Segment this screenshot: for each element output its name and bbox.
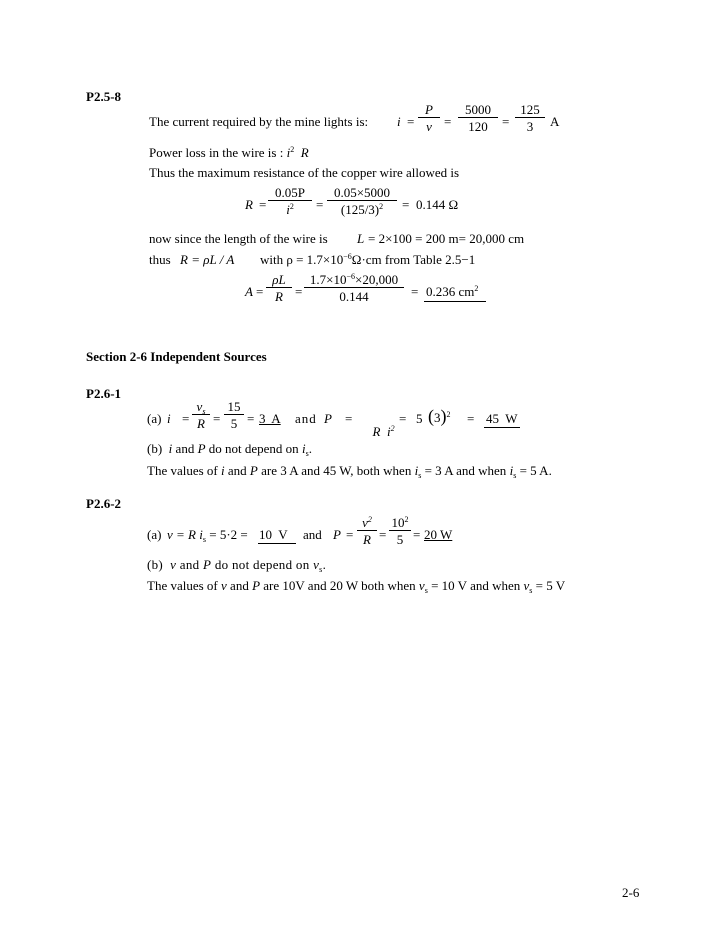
p262-c-text5: = 5 V [532, 578, 566, 593]
p261-a-three: 3 [434, 410, 441, 425]
p258-line2-exp: 2 [290, 145, 295, 154]
p261-a-five: 5 [416, 411, 423, 426]
p261-b-is: i [301, 441, 306, 456]
numerator-exp: 2 [404, 515, 409, 524]
p258-line6-with [260, 253, 475, 266]
p262-c-line [147, 578, 566, 595]
p258-line5-text: now since the length of the wire is [149, 231, 328, 246]
p258-line1-unit: A [550, 114, 560, 129]
denominator: 5 [230, 416, 238, 431]
p262-a-P: P [333, 527, 341, 542]
equals-sign: = [259, 197, 267, 212]
p261-b-and: and [172, 441, 198, 456]
denominator-i: i [286, 202, 290, 217]
p258-fraction-125-over-3 [515, 103, 545, 133]
p258-line1-i: i [397, 114, 401, 129]
numerator-v: v [362, 515, 368, 530]
p261-c-line [147, 463, 552, 480]
problem-heading-p2-5-8: P2.5-8 [86, 89, 122, 104]
p261-c-P: P [249, 463, 258, 478]
p258-line6-exp: −6 [343, 252, 352, 261]
p261-b-i: i [168, 441, 173, 456]
problem-heading-p2-6-1: P2.6-1 [86, 386, 122, 401]
p258-line5-rhs: = 2×100 = 200 m= 20,000 cm [368, 231, 525, 246]
equals-sign: = [295, 284, 303, 299]
p262-b-vs: v [313, 557, 320, 572]
p262-b-text: do not depend on [211, 557, 314, 572]
denominator [268, 201, 312, 216]
p262-b-and: and [176, 557, 204, 572]
p262-c-text1: The values of [147, 578, 222, 593]
denominator-exp: 2 [379, 202, 384, 211]
p261-a-paren-group [428, 407, 451, 425]
p261-a-i: i [167, 411, 171, 426]
denominator: R [197, 416, 205, 431]
numerator: 0.05P [268, 186, 312, 201]
denominator: 0.144 [339, 289, 369, 304]
p261-c-text3: are 3 A and 45 W, both when [257, 463, 415, 478]
p262-c-text4: = 10 V and when [427, 578, 524, 593]
equals-sign: = [345, 411, 353, 426]
equals-sign: = [316, 197, 324, 212]
p258-line6-with-text: with ρ = 1.7×10 [260, 252, 344, 267]
p258-line6-thus: thus [149, 252, 171, 267]
equals-sign: = [467, 411, 475, 426]
denominator: 3 [526, 119, 534, 134]
numerator-a: 1.7×10 [309, 272, 347, 287]
p258-fraction-0-05x5000-over-125-3-squared [327, 186, 397, 216]
equals-sign: = [444, 114, 452, 129]
numerator [389, 516, 411, 531]
p258-line1-text: The current required by the mine lights is: [149, 114, 369, 129]
p261-c-text4: = 3 A and when [421, 463, 510, 478]
p258-line6-equation: R = ρL / A [180, 252, 235, 267]
p261-a-Ri [366, 412, 395, 438]
equals-sign: = [411, 284, 419, 299]
equals-sign: = [379, 527, 387, 542]
denominator: 5 [396, 532, 404, 547]
equals-sign: = [413, 527, 421, 542]
p262-fraction-v2-over-R [357, 516, 377, 546]
p258-line2-i: i [286, 145, 291, 160]
numerator [192, 400, 210, 415]
p261-b-is-sub: s [305, 449, 309, 458]
numerator: P [418, 103, 440, 118]
equals-sign: = [213, 411, 221, 426]
p258-fraction-5000-over-120 [458, 103, 498, 133]
p261-a-Ri-exp: 2 [390, 424, 395, 433]
numerator: ρL [266, 273, 292, 288]
equals-sign: = [402, 197, 410, 212]
section-heading: Section 2-6 Independent Sources [86, 349, 267, 364]
p262-b-v: v [170, 557, 177, 572]
p261-fraction-15-over-5 [224, 400, 244, 430]
right-paren: ) [440, 406, 447, 426]
p262-c-v: v [221, 578, 227, 593]
p258-line5-L: L [357, 231, 365, 246]
p258-line7-result-exp: 2 [474, 284, 479, 293]
p261-c-text2: and [224, 463, 250, 478]
equals-sign: = [502, 114, 510, 129]
equals-sign: = [407, 114, 415, 129]
p262-b-label: (b) [147, 557, 164, 572]
p258-line7-A: A [245, 284, 253, 299]
p262-a-rhs: = R i [176, 527, 203, 542]
equals-sign: = [346, 527, 354, 542]
numerator: 125 [515, 103, 545, 118]
result-underline [484, 427, 520, 428]
p262-b-line: (b) v and P do not depend on $v_s$. [147, 557, 327, 574]
denominator-base: (125/3) [340, 202, 380, 217]
p262-a-v: v [167, 527, 173, 542]
left-paren: ( [428, 406, 434, 426]
result-underline [258, 543, 296, 544]
equals-sign: = [256, 284, 264, 299]
p262-a-result-voltage: 10 V [259, 527, 288, 542]
equals-sign: = [182, 411, 190, 426]
p262-c-vs2-sub: s [529, 586, 533, 595]
p258-line7-result-text: 0.236 cm [426, 284, 475, 299]
p261-b-text: do not depend on [205, 441, 302, 456]
numerator: 15 [224, 400, 244, 415]
denominator: R [363, 532, 371, 547]
p261-a-result-power: 45 W [486, 411, 518, 426]
p261-a-and: and [295, 411, 317, 426]
p262-a-expr [167, 527, 248, 544]
denominator [327, 201, 397, 216]
p261-c-is1: i [414, 463, 419, 478]
p258-line6-rest: Ω·cm from Table 2.5−1 [351, 252, 476, 267]
p262-b-vs-sub: s [319, 565, 323, 574]
p262-fraction-10-squared-over-5 [389, 516, 411, 546]
p258-line2 [149, 146, 309, 159]
denominator-exp: 2 [289, 202, 294, 211]
numerator [304, 273, 404, 288]
numerator: 5000 [458, 103, 498, 118]
page-number: 2-6 [622, 885, 640, 900]
numerator [357, 516, 377, 531]
numerator-b: ×20,000 [355, 272, 399, 287]
p258-line7-result [426, 285, 478, 298]
p258-fraction-rhoL-over-R [266, 273, 292, 303]
p262-c-vs1: v [418, 578, 425, 593]
numerator-exp: −6 [346, 272, 355, 281]
numerator-base: 10 [391, 515, 405, 530]
p262-c-vs1-sub: s [424, 586, 428, 595]
p261-c-i: i [221, 463, 225, 478]
p258-fraction-P-over-v [418, 103, 440, 133]
p258-line2-text: Power loss in the wire is : [149, 145, 287, 160]
problem-heading-p2-6-2: P2.6-2 [86, 496, 122, 511]
p262-c-text3: are 10V and 20 W both when [260, 578, 419, 593]
p258-fraction-1-7e-6x20000-over-0-144 [304, 273, 404, 303]
p261-c-text5: = 5 A. [516, 463, 552, 478]
numerator-sub: s [202, 407, 206, 416]
p261-a-P: P [324, 411, 332, 426]
p261-a-result-current: 3 A [259, 411, 281, 426]
p258-line4-result: 0.144 Ω [416, 197, 459, 212]
p261-a-label: (a) [147, 411, 162, 426]
p262-a-result-power: 20 W [424, 527, 453, 542]
p262-c-text2: and [226, 578, 253, 593]
equals-sign: = [399, 411, 407, 426]
p261-c-text1: The values of [147, 463, 222, 478]
p258-line3-text: Thus the maximum resistance of the copper wire allowed is [149, 165, 460, 180]
p261-a-Ri-text: R i [372, 424, 391, 439]
p261-b-line: (b) i and P do not depend on $i_s$. [147, 441, 312, 458]
p262-a-label: (a) [147, 527, 162, 542]
numerator-v: v [196, 399, 203, 414]
denominator: 120 [468, 119, 488, 134]
p261-c-is2: i [509, 463, 514, 478]
p262-c-P: P [252, 578, 261, 593]
numerator: 0.05×5000 [327, 186, 397, 201]
numerator-exp: 2 [367, 515, 372, 524]
p261-b-P: P [197, 441, 206, 456]
p261-c-is1-sub: s [418, 471, 422, 480]
denominator: R [275, 289, 283, 304]
denominator: v [426, 119, 432, 134]
p262-c-vs2: v [523, 578, 530, 593]
p261-a-three-exp: 2 [446, 410, 451, 419]
p261-b-label: (b) [147, 441, 163, 456]
p258-line4-R: R [245, 197, 253, 212]
result-underline [424, 301, 486, 302]
p261-c-is2-sub: s [513, 471, 517, 480]
p261-fraction-vs-over-R [192, 400, 210, 430]
p258-fraction-0-05P-over-i2 [268, 186, 312, 216]
p258-line2-R: R [300, 145, 309, 160]
p262-a-calc: = 5·2 = [209, 527, 248, 542]
p262-a-and: and [303, 527, 322, 542]
p262-b-P: P [203, 557, 212, 572]
p262-a-sub: s [202, 535, 206, 544]
equals-sign: = [247, 411, 255, 426]
